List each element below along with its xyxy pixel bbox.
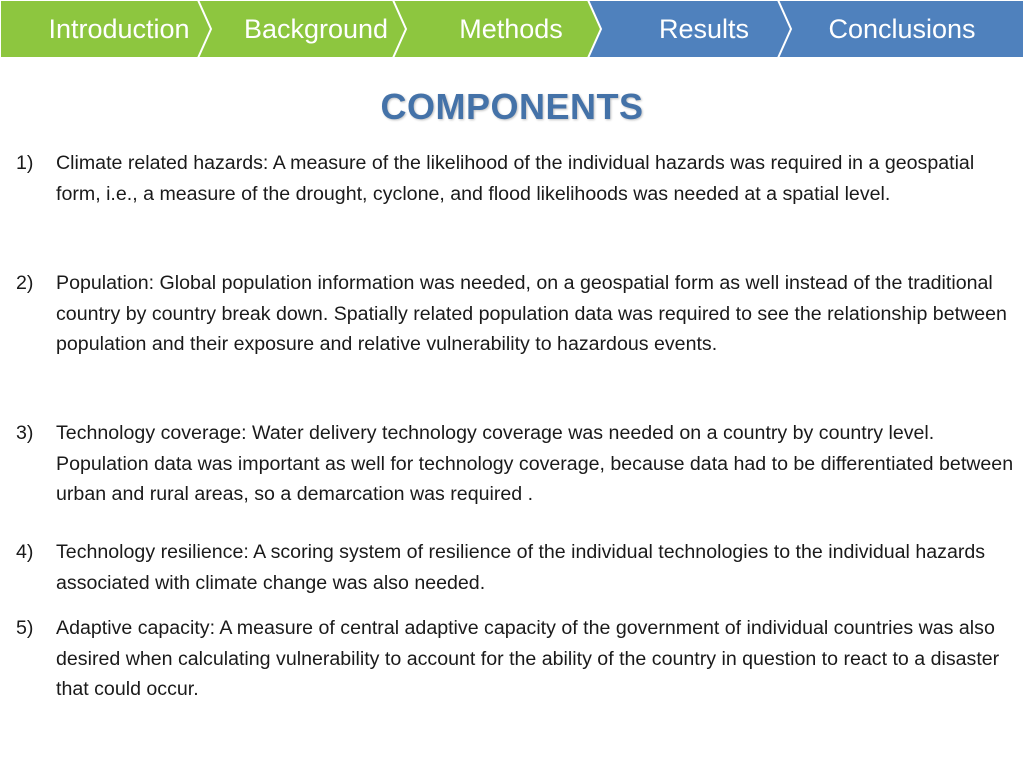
tab-introduction[interactable]: Introduction: [48, 14, 190, 44]
tab-background[interactable]: Background: [243, 14, 389, 44]
list-item-technology-resilience: [16, 537, 1016, 598]
list-item-population: [16, 268, 1016, 360]
tab-results[interactable]: Results: [658, 14, 750, 44]
list-text: Technology resilience: A scoring system of resilience of the individual technologies to the individual hazards associated with climate change was also needed.: [56, 541, 986, 594]
list-item-climate-hazards: [16, 148, 1016, 209]
list-number: 4): [16, 541, 34, 563]
list-item-technology-coverage: [16, 418, 1016, 510]
list-number: 5): [16, 617, 34, 639]
progress-nav: [0, 0, 1024, 58]
tab-conclusions[interactable]: Conclusions: [828, 14, 976, 44]
list-number: 3): [16, 422, 34, 444]
list-text: Technology coverage: Water delivery technology coverage was needed on a country by country level. Population data was important as well for technology coverage, because data had to be differentiated between urban and rural areas, so a demarcation was required .: [56, 422, 1014, 505]
list-number: 2): [16, 272, 34, 294]
slide-title: COMPONENTS: [380, 86, 644, 127]
list-item-adaptive-capacity: [16, 613, 1016, 705]
list-number: 1): [16, 152, 34, 174]
list-text: Climate related hazards: A measure of the likelihood of the individual hazards was required in a geospatial form, i.e., a measure of the drought, cyclone, and flood likelihoods was needed at a spatial level.: [56, 152, 975, 205]
list-text: Adaptive capacity: A measure of central adaptive capacity of the government of individual countries was also desired when calculating vulnerability to account for the ability of the country in question to react to a disaster that could occur.: [56, 617, 1000, 700]
tab-methods[interactable]: Methods: [459, 14, 563, 44]
list-text: Population: Global population information was needed, on a geospatial form as well instead of the traditional country by country break down. Spatially related population data was required to see the relationship between population and their exposure and relative vulnerability to hazardous events.: [56, 272, 1007, 355]
